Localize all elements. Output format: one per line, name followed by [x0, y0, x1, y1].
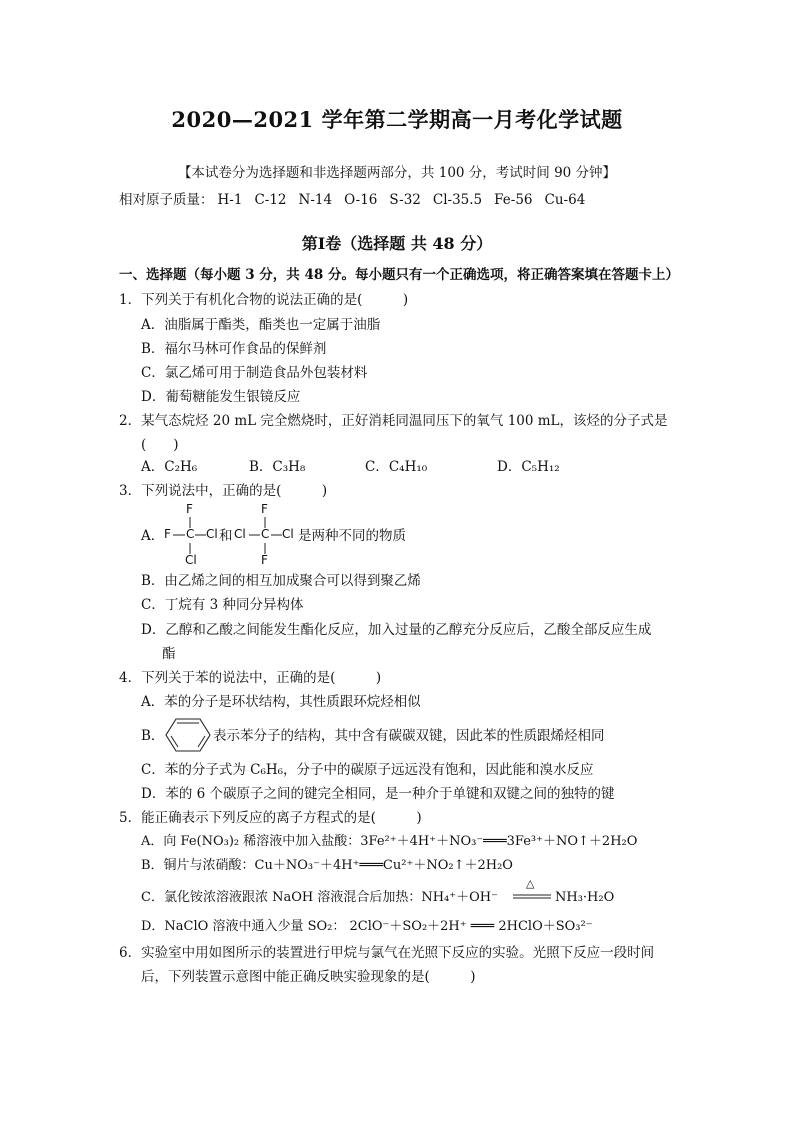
question-4-option-a: A．苯的分子是环状结构，其性质跟环烷烃相似: [141, 694, 421, 710]
question-1-stem: 1．下列关于有机化合物的说法正确的是( ): [119, 292, 409, 308]
mass-item: S-32: [389, 192, 421, 208]
mass-item: Cu-64: [544, 192, 586, 208]
question-2-stem-cont: ( ): [141, 437, 179, 453]
question-3-option-b: B．由乙烯之间的相互加成聚合可以得到聚乙烯: [141, 573, 421, 589]
section-title: 第Ⅰ卷（选择题 共 48 分）: [301, 234, 493, 253]
equals-arrow-lines: [512, 877, 552, 905]
question-3-option-a-suffix: 是两种不同的物质: [298, 528, 406, 544]
part-heading: 一、选择题（每小题 3 分，共 48 分。每小题只有一个正确选项，将正确答案填在答题卡上）: [119, 267, 679, 283]
question-3-option-a-prefix: A．: [141, 528, 165, 544]
question-1-option-b: B．福尔马林可作食品的保鲜剂: [141, 341, 327, 357]
question-5-option-b: B．铜片与浓硝酸：Cu＋NO₃⁻＋4H⁺═══Cu²⁺＋NO₂↑＋2H₂O: [141, 858, 513, 873]
atom-f-bottom: F: [261, 553, 268, 567]
atom-c: C: [186, 527, 195, 541]
question-4-option-b-prefix: B．: [141, 728, 165, 744]
question-5-stem: 5．能正确表示下列反应的离子方程式的是( ): [119, 810, 422, 826]
question-2-option-d: D．C₅H₁₂: [497, 459, 560, 475]
mass-item: O-16: [344, 192, 378, 208]
atom-cl-right: Cl: [206, 527, 218, 541]
heating-arrow: [512, 877, 552, 905]
question-5-option-c-right: NH₃·H₂O: [555, 890, 615, 905]
atom-cl-bottom: Cl: [185, 553, 197, 567]
exam-title: 2020—2021 学年第二学期高一月考化学试题: [171, 107, 623, 132]
mass-item: N-14: [298, 192, 333, 208]
question-1-option-a: A．油脂属于酯类，酯类也一定属于油脂: [141, 317, 381, 333]
question-2-option-b: B．C₃H₈: [249, 459, 306, 475]
question-3-option-c: C．丁烷有 3 种同分异构体: [141, 597, 304, 613]
mass-item: C-12: [254, 192, 287, 208]
atom-f-left: F: [164, 527, 171, 541]
question-4-option-b-suffix: 表示苯分子的结构，其中含有碳碳双键，因此苯的性质跟烯烃相同: [213, 728, 605, 744]
mass-item: Fe-56: [494, 192, 533, 208]
question-5-option-a: A．向 Fe(NO₃)₂ 稀溶液中加入盐酸：3Fe²⁺＋4H⁺＋NO₃⁻═══3Fe³⁺＋NO↑＋2H₂O: [141, 834, 638, 849]
atomic-masses: [119, 191, 597, 209]
question-1-option-d: D．葡萄糖能发生银镜反应: [141, 389, 301, 405]
atom-f-top: F: [186, 502, 193, 516]
atom-f-top: F: [261, 502, 268, 516]
question-5-option-c-left: C．氯化铵浓溶液跟浓 NaOH 溶液混合后加热：NH₄⁺＋OH⁻: [141, 890, 498, 905]
atomic-masses-label: 相对原子质量：: [119, 192, 214, 208]
question-3-option-a-mid: 和: [219, 528, 233, 544]
question-2-option-a: A．C₂H₆: [141, 459, 198, 475]
question-3-option-d: D．乙醇和乙酸之间能发生酯化反应，加入过量的乙醇充分反应后，乙酸全部反应生成: [141, 622, 652, 638]
bond-lines: [164, 502, 224, 572]
question-3-stem: 3．下列说法中，正确的是( ): [119, 483, 328, 499]
question-2-option-c: C．C₄H₁₀: [365, 459, 428, 475]
question-5-option-d: D．NaClO 溶液中通入少量 SO₂： 2ClO⁻＋SO₂＋2H⁺ ═══ 2HClO＋SO₃²⁻: [141, 919, 593, 934]
atom-c: C: [261, 527, 270, 541]
bond-lines: [234, 502, 304, 572]
question-6-stem-cont: 后，下列装置示意图中能正确反映实验现象的是( ): [141, 969, 476, 985]
question-4-stem: 4．下列关于苯的说法中，正确的是( ): [119, 670, 382, 686]
exam-note: 【本试卷分为选择题和非选择题两部分，共 100 分，考试时间 90 分钟】: [177, 165, 617, 181]
benzene-ring-icon: [165, 717, 211, 753]
mass-item: Cl-35.5: [432, 192, 483, 208]
question-2-stem: 2．某气态烷烃 20 mL 完全燃烧时，正好消耗同温同压下的氧气 100 mL，该烃的分子式是: [119, 413, 668, 429]
question-6-stem: 6．实验室中用如图所示的装置进行甲烷与氯气在光照下反应的实验。光照下反应一段时间: [119, 945, 655, 961]
question-4-option-d: D．苯的 6 个碳原子之间的键完全相同，是一种介于单键和双键之间的独特的键: [141, 786, 615, 802]
atom-cl-left: Cl: [234, 527, 246, 541]
structure-formula-2: [234, 502, 304, 572]
atom-cl-right: Cl: [282, 527, 294, 541]
question-1-option-c: C．氯乙烯可用于制造食品外包装材料: [141, 365, 368, 381]
question-3-option-d-cont: 酯: [162, 646, 176, 662]
question-4-option-c: C．苯的分子式为 C₆H₆，分子中的碳原子远远没有饱和，因此能和溴水反应: [141, 762, 594, 778]
structure-formula-1: [164, 502, 224, 572]
heat-symbol-icon: △: [526, 877, 535, 890]
mass-item: H-1: [217, 192, 243, 208]
